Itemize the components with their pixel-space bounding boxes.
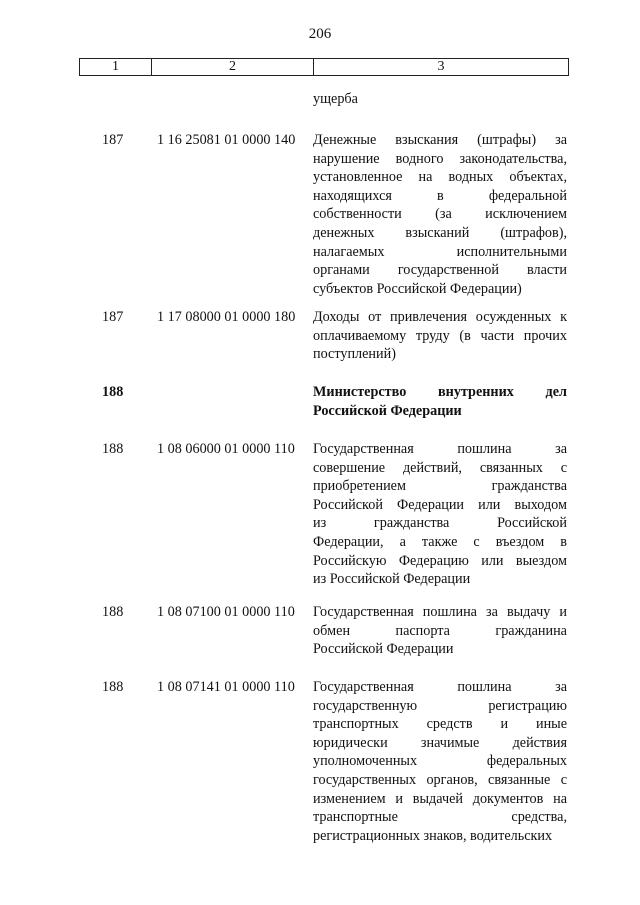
description-line: денежных взысканий (штрафов), (313, 224, 567, 241)
row-number: 188 (102, 604, 124, 620)
row-description (313, 90, 567, 109)
table-header (79, 58, 569, 76)
row-code: 1 08 07100 01 0000 110 (157, 604, 295, 620)
column-header-3: 3 (437, 59, 445, 74)
description-line: Государственная пошлина за (313, 441, 567, 457)
row-description (313, 678, 567, 845)
description-line: органами государственной власти (313, 262, 567, 279)
description-line: установленное на водных объектах, (313, 169, 567, 186)
description-line: транспортных средств и иные (313, 716, 567, 733)
description-line: субъектов Российской Федерации) (313, 280, 522, 297)
column-header-1: 1 (80, 59, 152, 75)
description-line: Российской Федерации или выходом (313, 496, 567, 513)
description-line: транспортные средства, (313, 809, 567, 826)
row-number: 188 (102, 384, 124, 400)
description-line: Российскую Федерацию или выездом (313, 552, 567, 569)
description-line: налагаемых исполнительными (313, 243, 567, 260)
description-line: изменением и выдачей документов на (313, 790, 567, 807)
row-description (313, 308, 567, 364)
description-line: Государственная пошлина за (313, 679, 567, 695)
row-description (313, 603, 567, 659)
description-line: ущерба (313, 91, 358, 107)
description-line: обмен паспорта гражданина (313, 622, 567, 639)
row-code: 1 17 08000 01 0000 180 (157, 309, 296, 325)
description-line: Российской Федерации (313, 641, 454, 658)
description-line: Федерации, а также с въездом в (313, 533, 567, 550)
description-line: Государственная пошлина за выдачу и (313, 604, 567, 620)
description-line: из гражданства Российской (313, 515, 567, 532)
description-line: Министерство внутренних дел (313, 384, 567, 400)
description-line: совершение действий, связанных с (313, 459, 567, 476)
description-line: Российской Федерации (313, 402, 462, 419)
description-line: уполномоченных федеральных (313, 753, 567, 770)
description-line: находящихся в федеральной (313, 187, 567, 204)
description-line: юридически значимые действия (313, 734, 567, 751)
page-number: 206 (308, 26, 332, 42)
row-number: 187 (102, 132, 124, 148)
row-code: 1 16 25081 01 0000 140 (157, 132, 296, 148)
row-number: 188 (102, 441, 124, 457)
description-line: оплачиваемому труду (в части прочих (313, 327, 567, 344)
description-line: из Российской Федерации (313, 571, 471, 588)
description-line: государственных органов, связанные с (313, 771, 567, 788)
description-line: Денежные взыскания (штрафы) за (313, 132, 567, 148)
description-line: Доходы от привлечения осужденных к (313, 309, 567, 325)
description-line: регистрационных знаков, водительских (313, 827, 553, 844)
row-description (313, 131, 567, 298)
row-code: 1 08 06000 01 0000 110 (157, 441, 295, 457)
description-line: собственности (за исключением (313, 206, 567, 223)
description-line: нарушение водного законодательства, (313, 150, 567, 167)
description-line: поступлений) (313, 346, 396, 363)
description-line: приобретением гражданства (313, 478, 567, 495)
description-line: государственную регистрацию (313, 697, 567, 714)
row-number: 188 (102, 679, 124, 695)
row-number: 187 (102, 309, 124, 325)
row-code: 1 08 07141 01 0000 110 (157, 679, 295, 695)
column-header-2: 2 (152, 59, 314, 75)
row-description (313, 383, 567, 420)
row-description (313, 440, 567, 589)
